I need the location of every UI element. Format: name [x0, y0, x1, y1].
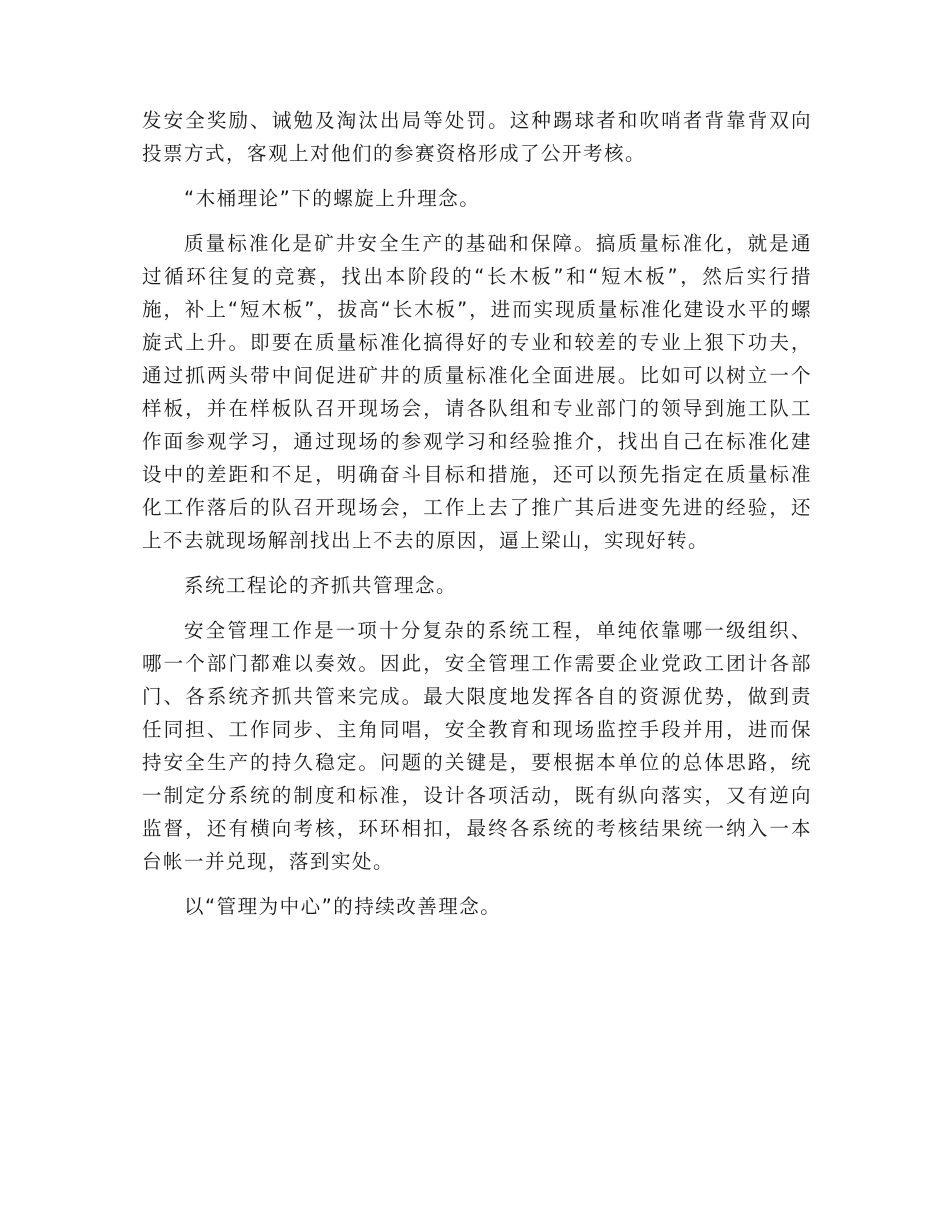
paragraph-safety-management: 安全管理工作是一项十分复杂的系统工程，单纯依靠哪一级组织、哪一个部门都难以奏效。因此，安全管理工作需要企业党政工团计各部门、各系统齐抓共管来完成。最大限度地发挥各自的资源优势，做到责任同担、工作同步、主角同唱，安全教育和现场监控手段并用，进而保持安全生产的持久稳定。问题的关键是，要根据本单位的总体思路，统一制定分系统的制度和标准，设计各项活动，既有纵向落实，又有逆向监督，还有横向考核，环环相扣，最终各系统的考核结果统一纳入一本台帐一并兑现，落到实处。: [142, 619, 812, 873]
section-heading-barrel-theory: “木桶理论”下的螺旋上升理念。: [184, 187, 481, 210]
paragraph-quality-standardization: 质量标准化是矿井安全生产的基础和保障。搞质量标准化，就是通过循环往复的竞赛，找出本阶段的“长木板”和“短木板”，然后实行措施，补上“短木板”，拔高“长木板”，进而实现质量标准化建设水平的螺旋式上升。即要在质量标准化搞得好的专业和较差的专业上狠下功夫，通过抓两头带中间促进矿井的质量标准化全面进展。比如可以树立一个样板，并在样板队召开现场会，请各队组和专业部门的领导到施工队工作面参观学习，通过现场的参观学习和经验推介，找出自己在标准化建设中的差距和不足，明确奋斗目标和措施，还可以预先指定在质量标准化工作落后的队召开现场会，工作上去了推广其后进变先进的经验，还上不去就现场解剖找出上不去的原因，逼上梁山，实现好转。: [142, 232, 812, 552]
paragraph-continuation: 发安全奖励、诫勉及淘汰出局等处罚。这种踢球者和吹哨者背靠背双向投票方式，客观上对他们的参赛资格形成了公开考核。: [142, 109, 812, 165]
document-page: [142, 104, 812, 923]
section-heading-management-centered: 以“管理为中心”的持续改善理念。: [184, 895, 502, 918]
section-heading-systems-engineering: 系统工程论的齐抓共管理念。: [184, 574, 458, 597]
